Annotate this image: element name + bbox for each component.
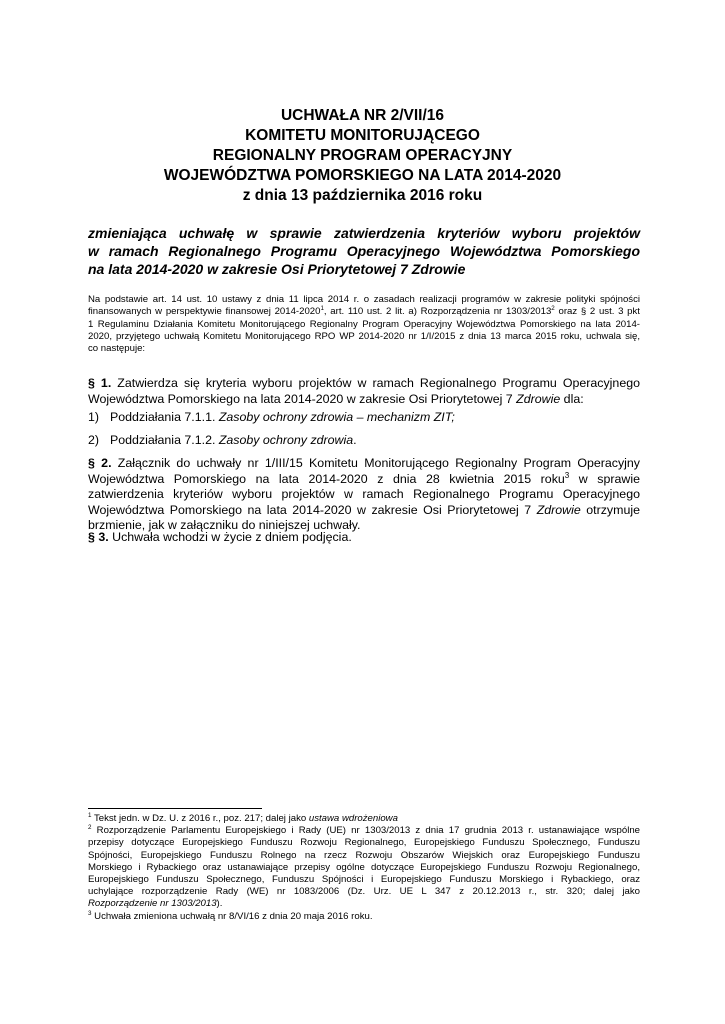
section-line: zatwierdzenia kryteriów wyboru projektów w ramach Regionalnego Programu Operacyjnego [88,487,640,501]
section-mark: § 1. [88,376,112,390]
footnotes [88,813,640,923]
section-line: § 1. Zatwierdza się kryteria wyboru projektów w ramach Regionalnego Programu Operacyjnego [88,376,640,390]
subtitle-line: na lata 2014-2020 w zakresie Osi Priorytetowej 7 Zdrowie [88,261,466,277]
footnote-line: uchylające rozporządzenie Rady (WE) nr 1083/2006 (Dz. Urz. UE L 347 z 20.12.2013 r., str. 320; dalej jako [88,886,640,898]
title-date: z dnia 13 października 2016 roku [242,187,483,204]
list-number: 2) [88,433,100,447]
preamble-line: co następuje: [88,343,146,355]
subtitle-line: w ramach Regionalnego Programu Operacyjnego Województwa Pomorskiego [88,243,640,259]
footnote-line: Europejskiego Funduszu Społecznego, Funduszu Spójności i Europejskiego Funduszu Morskiego i Rybackiego, oraz [88,874,640,886]
footnote-line: Rozporządzenie nr 1303/2013). [88,898,223,910]
legal-basis-preamble [88,294,640,355]
preamble-line: 1 Regulaminu Działania Komitetu Monitorującego Regionalny Program Operacyjny Województwa Pomorskiego na lata 2014- [88,318,640,330]
section-line: § 2. Załącznik do uchwały nr 1/III/15 Komitetu Monitorującego Regionalny Program Operacyjny [88,456,640,470]
footnote-ref: 2 [551,305,555,313]
list-item: 1) Poddziałania 7.1.1. Zasoby ochrony zdrowia – mechanizm ZIT; [88,410,455,424]
title-line: UCHWAŁA NR 2/VII/16 [280,107,445,124]
section-2 [88,456,640,534]
preamble-line: 2020, przyjętego uchwałą Komitetu Monitorującego RPO WP 2014-2020 nr 1/I/2015 z dnia 13 marca 2015 roku, uchwala się, [88,330,640,342]
section-3: § 3. Uchwała wchodzi w życie z dniem podjęcia. [88,530,352,544]
footnote-line: Morskiego i Rybackiego oraz ustanawiające przepisy ogólne dotyczące Europejskiego Funduszu Rozwoju Regionalnego, [88,861,640,873]
section-line: Województwa Pomorskiego na lata 2014-2020 w zakresie Osi Priorytetowej 7 Zdrowie otrzymuje [88,502,640,517]
resolution-title [0,106,725,206]
subtitle-line: zmieniająca uchwałę w sprawie zatwierdzenia kryteriów wyboru projektów [88,225,640,241]
footnote-separator [88,808,262,809]
title-line: WOJEWÓDZTWA POMORSKIEGO NA LATA 2014-2020 [163,167,562,184]
section-line: Województwa Pomorskiego na lata 2014-2020 z dnia 28 kwietnia 2015 roku$^3$ w sprawie [88,470,640,486]
section-mark: § 3. [88,530,109,544]
title-line: REGIONALNY PROGRAM OPERACYJNY [212,147,513,164]
list-number: 1) [88,410,100,424]
footnote-line: Spójności, Europejskiego Funduszu Rolnego na rzecz Rozwoju Obszarów Wiejskich oraz Europejskiego Funduszu [88,849,640,861]
footnote-ref: 1 [320,305,324,313]
title-line: KOMITETU MONITORUJĄCEGO [245,127,480,144]
section-line: brzmienie, jak w załączniku do niniejszej uchwały. [88,518,361,532]
footnote-line: przepisy dotyczące Europejskiego Funduszu Rozwoju Regionalnego, Europejskiego Funduszu Społecznego, Funduszu [88,837,640,849]
preamble-line: finansowanych w perspektywie finansowej 2014-2020$^1$, art. 110 ust. 2 lit. a) Rozporządzenia nr 1303/2013$^2$ oraz § 2 ust. 3 pkt [88,305,640,318]
footnote-ref: 3 [564,470,570,480]
footnote-1: $^1$ Tekst jedn. w Dz. U. z 2016 r., poz. 217; dalej jako ustawa wdrożeniowa [88,811,398,824]
resolution-subtitle [88,224,640,278]
footnote-2: $^2$ Rozporządzenie Parlamentu Europejskiego i Rady (UE) nr 1303/2013 z dnia 17 grudnia 2013 r. ustanawiające wspólne [88,824,640,837]
section-mark: § 2. [88,456,112,470]
footnote-3: $^3$ Uchwała zmieniona uchwałą nr 8/VI/16 z dnia 20 maja 2016 roku. [88,909,373,922]
preamble-line: Na podstawie art. 14 ust. 10 ustawy z dnia 11 lipca 2014 r. o zasadach realizacji programów w zakresie polityki spójności [88,294,640,305]
section-1 [88,376,640,407]
section-line: Województwa Pomorskiego na lata 2014-2020 w zakresie Osi Priorytetowej 7 Zdrowie dla: [88,391,584,406]
list-item: 2) Poddziałania 7.1.2. Zasoby ochrony zdrowia. [88,433,357,447]
